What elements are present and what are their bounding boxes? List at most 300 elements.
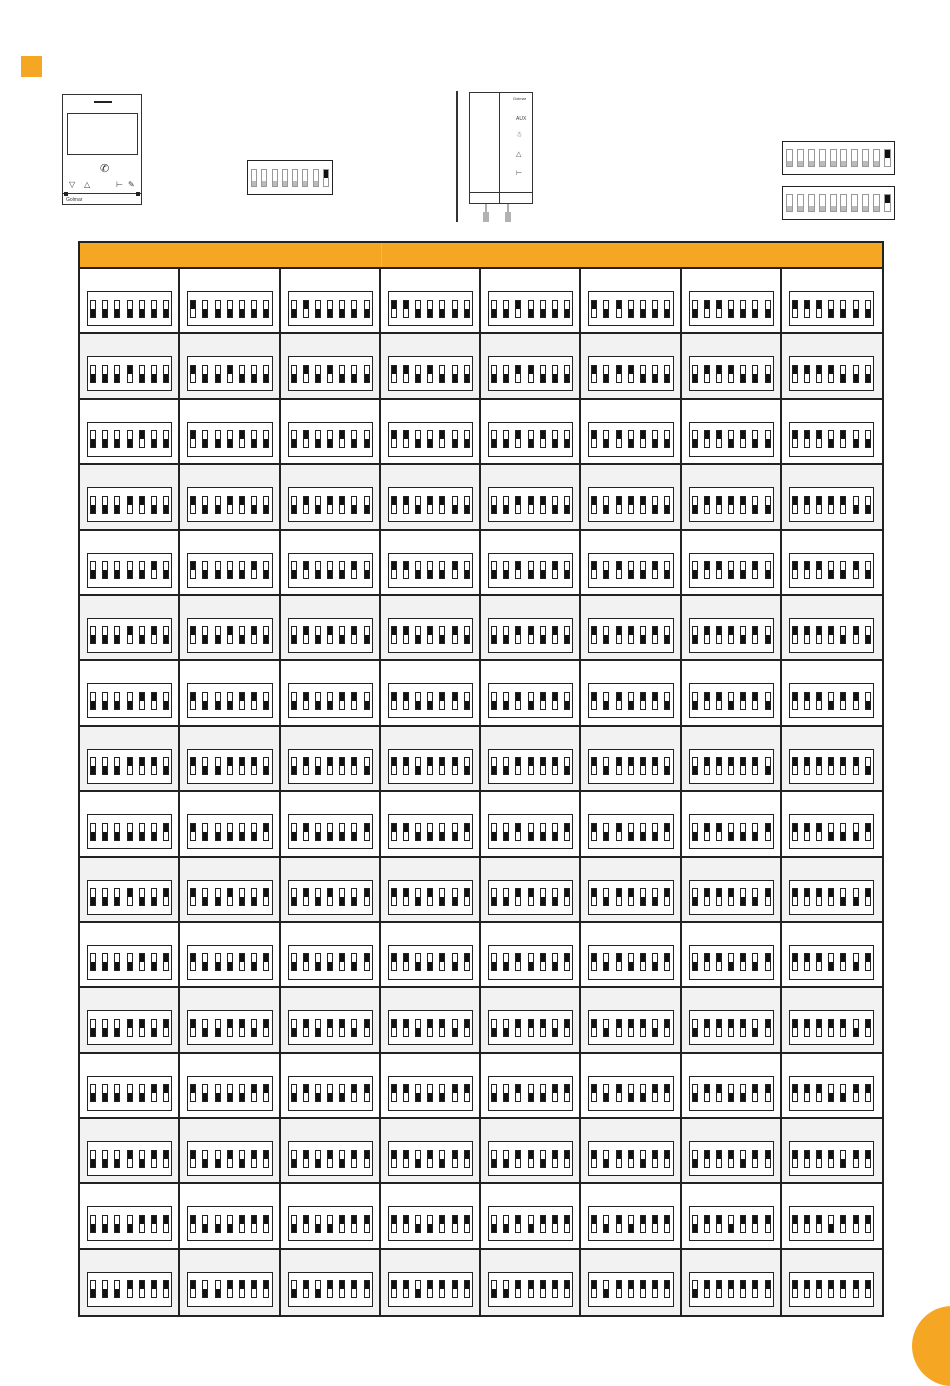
dip-switch-knob (292, 897, 296, 905)
dip-switch-knob (404, 1281, 408, 1289)
dip-switch-knob (793, 1151, 797, 1159)
dip-switch-5 (439, 1084, 445, 1102)
dip-switch-knob (440, 1281, 444, 1289)
dip-switch-5 (740, 1280, 746, 1298)
dip-switch-1 (391, 1150, 397, 1168)
dip-switch-knob (164, 824, 168, 832)
dip-switch-knob (766, 374, 770, 382)
table-cell (581, 269, 681, 332)
dip-switch-knob (283, 181, 287, 186)
dip-switch-5 (239, 757, 245, 775)
handset-icon: ✆ (100, 163, 110, 175)
dip-switch-knob (805, 431, 809, 439)
dip-switch-6 (853, 823, 859, 841)
dip-switch-7 (163, 757, 169, 775)
dip-switch-knob (504, 1159, 508, 1167)
dip-switch-knob (115, 766, 119, 774)
dip-switch-knob (866, 766, 870, 774)
dip-switch-knob (829, 1281, 833, 1289)
dip-switch-2 (102, 561, 108, 579)
dip-switch-knob (440, 1159, 444, 1167)
dip-switch-knob (440, 1216, 444, 1224)
dip-switch-knob (128, 1093, 132, 1101)
dip-switch-knob (316, 832, 320, 840)
dip-switch-3 (716, 888, 722, 906)
dip-switch-7 (865, 300, 871, 318)
dip-switch-1 (190, 300, 196, 318)
dip-switch-knob (216, 1028, 220, 1036)
dip-switch-knob (866, 439, 870, 447)
dip-switch-knob (604, 1159, 608, 1167)
dip-switch-knob (140, 374, 144, 382)
dip-switch-6 (151, 1215, 157, 1233)
dip-switch-knob (541, 758, 545, 766)
dip-switch-4 (427, 496, 433, 514)
dip-switch-7 (865, 757, 871, 775)
dip-switch-4 (427, 1084, 433, 1102)
dip-switch-knob (352, 1085, 356, 1093)
dip-switch-knob (440, 693, 444, 701)
dip-switch-knob (191, 301, 195, 309)
dip-switch-7 (364, 300, 370, 318)
dip-switch-knob (264, 374, 268, 382)
dip-switch-1 (291, 365, 297, 383)
dip-switch-5 (830, 149, 837, 167)
dip-switch-2 (303, 1019, 309, 1037)
dip-switch-knob (753, 374, 757, 382)
dip-switch-knob (340, 431, 344, 439)
dip-switch-knob (565, 766, 569, 774)
dip-switch-knob (604, 1028, 608, 1036)
dip-switch-knob (152, 439, 156, 447)
dip-switch-knob (805, 1281, 809, 1289)
dip-switch-knob (328, 627, 332, 635)
dip-switch-6 (452, 430, 458, 448)
dip-switch-7 (564, 888, 570, 906)
dip-switch-6 (752, 888, 758, 906)
dip-switch-knob (529, 701, 533, 709)
dip-switch-knob (805, 758, 809, 766)
dip-switch-1 (491, 430, 497, 448)
address-dip-switch (588, 553, 673, 588)
monitor-screen (67, 113, 138, 155)
dip-switch-knob (316, 505, 320, 513)
dip-switch-knob (416, 570, 420, 578)
dip-switch-knob (541, 1020, 545, 1028)
dip-switch-6 (151, 823, 157, 841)
dip-switch-knob (641, 497, 645, 505)
dip-switch-knob (453, 1085, 457, 1093)
dip-switch-knob (292, 766, 296, 774)
dip-switch-knob (504, 309, 508, 317)
dip-switch-2 (804, 1215, 810, 1233)
dip-switch-knob (741, 635, 745, 643)
dip-switch-3 (315, 430, 321, 448)
dip-switch-knob (203, 1093, 207, 1101)
dip-switch-knob (516, 366, 520, 374)
dip-switch-knob (292, 374, 296, 382)
dip-switch-knob (404, 1020, 408, 1028)
dip-switch-7 (464, 1019, 470, 1037)
dip-switch-knob (629, 627, 633, 635)
table-cell (481, 727, 581, 790)
dip-switch-2 (403, 430, 409, 448)
dip-switch-2 (804, 823, 810, 841)
dip-switch-knob (553, 627, 557, 635)
dip-switch-knob (352, 693, 356, 701)
dip-switch-knob (629, 366, 633, 374)
dip-switch-knob (128, 962, 132, 970)
dip-switch-5 (339, 365, 345, 383)
dip-switch-4 (327, 953, 333, 971)
dip-switch-knob (404, 889, 408, 897)
dip-switch-knob (841, 431, 845, 439)
dip-switch-knob (340, 309, 344, 317)
dip-switch-2 (303, 561, 309, 579)
dip-switch-4 (127, 692, 133, 710)
table-cell (281, 1250, 381, 1315)
dip-switch-5 (339, 1084, 345, 1102)
speaker-slot (94, 101, 112, 103)
dip-switch-knob (392, 758, 396, 766)
dip-switch-knob (440, 954, 444, 962)
table-cell (281, 334, 381, 397)
table-row (80, 1184, 882, 1249)
dip-switch-knob (365, 954, 369, 962)
dip-switch-knob (191, 1216, 195, 1224)
dip-switch-knob (817, 954, 821, 962)
dip-switch-2 (102, 1280, 108, 1298)
dip-switch-1 (591, 626, 597, 644)
table-cell (782, 596, 882, 659)
dip-switch-knob (492, 897, 496, 905)
dip-switch-knob (829, 366, 833, 374)
dip-switch-knob (629, 1093, 633, 1101)
dip-switch-4 (528, 430, 534, 448)
dip-switch-knob (240, 497, 244, 505)
dip-switch-4 (628, 1215, 634, 1233)
dip-switch-6 (151, 888, 157, 906)
dip-switch-7 (765, 1150, 771, 1168)
dip-switch-knob (866, 954, 870, 962)
dip-switch-5 (740, 823, 746, 841)
dip-switch-knob (817, 1281, 821, 1289)
dip-switch-knob (264, 954, 268, 962)
dip-switch-1 (491, 300, 497, 318)
dip-switch-knob (203, 439, 207, 447)
dip-switch-4 (728, 1215, 734, 1233)
led-left (64, 192, 68, 196)
dip-switch-3 (415, 365, 421, 383)
table-cell (782, 269, 882, 332)
table-cell (782, 988, 882, 1051)
dip-switch-1 (291, 1280, 297, 1298)
dip-switch-1 (391, 496, 397, 514)
dip-switch-knob (866, 1281, 870, 1289)
dip-switch-knob (565, 1020, 569, 1028)
dip-switch-1 (90, 496, 96, 514)
dip-switch-1 (792, 888, 798, 906)
dip-switch-knob (91, 309, 95, 317)
dip-switch-7 (851, 194, 858, 212)
dip-switch-1 (90, 888, 96, 906)
dip-switch-3 (716, 496, 722, 514)
dip-switch-knob (829, 1020, 833, 1028)
table-cell (381, 858, 481, 921)
dip-switch-2 (202, 757, 208, 775)
dip-switch-6 (452, 561, 458, 579)
dip-switch-7 (765, 692, 771, 710)
dip-switch-knob (705, 758, 709, 766)
dip-switch-knob (529, 1281, 533, 1289)
dip-switch-knob (541, 954, 545, 962)
dip-switch-knob (416, 1028, 420, 1036)
address-dip-switch (87, 814, 172, 849)
dip-switch-knob (629, 1281, 633, 1289)
dip-switch-3 (315, 692, 321, 710)
dip-switch-knob (553, 1085, 557, 1093)
dip-switch-knob (164, 889, 168, 897)
dip-switch-knob (866, 635, 870, 643)
dip-switch-6 (752, 1084, 758, 1102)
dip-switch-3 (716, 757, 722, 775)
dip-switch-knob (316, 1289, 320, 1297)
dip-switch-knob (128, 439, 132, 447)
dip-switch-7 (163, 1215, 169, 1233)
dip-switch-knob (565, 1085, 569, 1093)
dip-switch-1 (491, 626, 497, 644)
dip-switch-1 (90, 300, 96, 318)
dip-switch-6 (552, 757, 558, 775)
dip-switch-knob (140, 309, 144, 317)
dip-switch-4 (728, 300, 734, 318)
dip-switch-knob (841, 570, 845, 578)
table-cell (682, 923, 782, 986)
dip-switch-5 (840, 626, 846, 644)
dip-switch-1 (190, 1150, 196, 1168)
dip-switch-1 (391, 953, 397, 971)
dip-switch-7 (851, 149, 858, 167)
dip-switch-4 (828, 823, 834, 841)
dip-switch-knob (440, 309, 444, 317)
dip-switch-4 (628, 365, 634, 383)
address-dip-switch (187, 749, 272, 784)
dip-switch-knob (553, 897, 557, 905)
table-cell (581, 1184, 681, 1247)
dip-switch-4 (427, 365, 433, 383)
dip-switch-6 (251, 1215, 257, 1233)
dip-switch-3 (415, 1150, 421, 1168)
dip-switch-knob (404, 497, 408, 505)
address-dip-switch (789, 749, 874, 784)
dip-switch-3 (515, 626, 521, 644)
dip-switch-knob (753, 1151, 757, 1159)
dip-switch-knob (428, 758, 432, 766)
dip-switch-knob (753, 693, 757, 701)
dip-switch-6 (351, 496, 357, 514)
dip-switch-knob (592, 693, 596, 701)
handset-split-line (499, 93, 500, 203)
dip-switch-knob (228, 497, 232, 505)
dip-switch-knob (766, 954, 770, 962)
address-dip-switch (789, 683, 874, 718)
dip-switch-1 (692, 1019, 698, 1037)
dip-switch-4 (427, 823, 433, 841)
dip-switch-7 (765, 1280, 771, 1298)
dip-switch-1 (692, 496, 698, 514)
dip-switch-knob (653, 439, 657, 447)
dip-switch-1 (692, 1150, 698, 1168)
dip-switch-knob (152, 962, 156, 970)
dip-switch-knob (103, 962, 107, 970)
dip-switch-4 (427, 430, 433, 448)
dip-switch-knob (766, 1151, 770, 1159)
dip-switch-5 (139, 496, 145, 514)
dip-switch-knob (629, 889, 633, 897)
dip-switch-3 (515, 1150, 521, 1168)
dip-switch-knob (191, 497, 195, 505)
dip-switch-knob (516, 431, 520, 439)
dip-switch-knob (365, 1085, 369, 1093)
dip-switch-1 (792, 953, 798, 971)
dip-switch-6 (840, 149, 847, 167)
dip-switch-knob (164, 1216, 168, 1224)
dip-switch-1 (792, 300, 798, 318)
dip-switch-knob (252, 439, 256, 447)
dip-switch-knob (592, 1020, 596, 1028)
dip-switch-knob (440, 758, 444, 766)
dip-switch-5 (439, 626, 445, 644)
dip-switch-knob (453, 897, 457, 905)
dip-switch-1 (692, 757, 698, 775)
table-cell (682, 1184, 782, 1247)
dip-switch-knob (693, 962, 697, 970)
dip-switch-knob (729, 962, 733, 970)
dip-switch-knob (541, 374, 545, 382)
dip-switch-7 (464, 561, 470, 579)
dip-switch-7 (263, 496, 269, 514)
dip-switch-4 (819, 149, 826, 167)
dip-switch-2 (603, 561, 609, 579)
dip-switch-knob (553, 693, 557, 701)
dip-switch-3 (616, 1084, 622, 1102)
dip-switch-4 (427, 1150, 433, 1168)
dip-switch-knob (693, 1289, 697, 1297)
dip-switch-knob (766, 889, 770, 897)
dip-switch-knob (705, 627, 709, 635)
dip-switch-knob (352, 374, 356, 382)
dip-switch-7 (464, 1150, 470, 1168)
dip-switch-7 (664, 561, 670, 579)
dip-switch-knob (191, 1281, 195, 1289)
dip-switch-7 (664, 757, 670, 775)
dip-switch-4 (828, 1215, 834, 1233)
dip-switch-5 (640, 626, 646, 644)
dip-switch-2 (503, 953, 509, 971)
dip-switch-knob (793, 758, 797, 766)
dip-switch-knob (340, 832, 344, 840)
dip-switch-7 (564, 953, 570, 971)
dip-switch-7 (564, 430, 570, 448)
dip-switch-knob (240, 832, 244, 840)
dip-switch-knob (817, 1151, 821, 1159)
dip-switch-2 (303, 626, 309, 644)
dip-switch-6 (251, 692, 257, 710)
dip-switch-3 (716, 823, 722, 841)
dip-switch-4 (227, 953, 233, 971)
dip-switch-6 (853, 430, 859, 448)
dip-switch-knob (316, 701, 320, 709)
dip-switch-2 (403, 496, 409, 514)
dip-switch-knob (252, 1085, 256, 1093)
dip-switch-knob (717, 366, 721, 374)
dip-switch-knob (592, 1151, 596, 1159)
dip-switch-6 (452, 888, 458, 906)
dip-switch-knob (128, 1224, 132, 1232)
dip-switch-knob (314, 181, 318, 186)
dip-switch-1 (391, 1084, 397, 1102)
dip-switch-knob (854, 374, 858, 382)
dip-switch-knob (874, 206, 879, 211)
dip-switch-6 (853, 1280, 859, 1298)
dip-switch-1 (792, 757, 798, 775)
table-row (80, 1119, 882, 1184)
dip-switch-3 (415, 430, 421, 448)
dip-switch-knob (416, 1093, 420, 1101)
dip-switch-knob (793, 431, 797, 439)
dip-switch-4 (728, 626, 734, 644)
dip-switch-1 (251, 169, 257, 187)
dip-switch-knob (103, 1289, 107, 1297)
dip-switch-3 (114, 692, 120, 710)
dip-switch-knob (228, 366, 232, 374)
dip-switch-knob (604, 701, 608, 709)
dip-switch-4 (127, 430, 133, 448)
dip-switch-knob (753, 562, 757, 570)
dip-switch-knob (741, 431, 745, 439)
dip-switch-knob (191, 824, 195, 832)
dip-switch-5 (540, 365, 546, 383)
table-cell (682, 1054, 782, 1117)
dip-switch-knob (428, 1281, 432, 1289)
dip-switch-8 (323, 169, 329, 187)
dip-switch-1 (491, 1019, 497, 1037)
dip-switch-7 (364, 1280, 370, 1298)
dip-switch-knob (428, 309, 432, 317)
dip-switch-2 (202, 1084, 208, 1102)
aux-icon: AUX (516, 116, 527, 122)
dip-switch-knob (440, 635, 444, 643)
dip-switch-6 (452, 757, 458, 775)
dip-switch-1 (90, 1280, 96, 1298)
dip-switch-knob (103, 766, 107, 774)
dip-switch-knob (553, 832, 557, 840)
dip-switch-knob (453, 758, 457, 766)
dip-switch-3 (716, 300, 722, 318)
table-row (80, 792, 882, 857)
dip-switch-2 (804, 300, 810, 318)
dip-switch-knob (164, 439, 168, 447)
address-dip-switch (87, 683, 172, 718)
dip-switch-2 (403, 1019, 409, 1037)
dip-switch-2 (403, 626, 409, 644)
address-dip-switch (588, 1272, 673, 1307)
dip-switch-knob (766, 1085, 770, 1093)
dip-switch-2 (102, 626, 108, 644)
dip-switch-knob (191, 693, 195, 701)
table-cell (481, 1119, 581, 1182)
dip-switch-6 (251, 365, 257, 383)
